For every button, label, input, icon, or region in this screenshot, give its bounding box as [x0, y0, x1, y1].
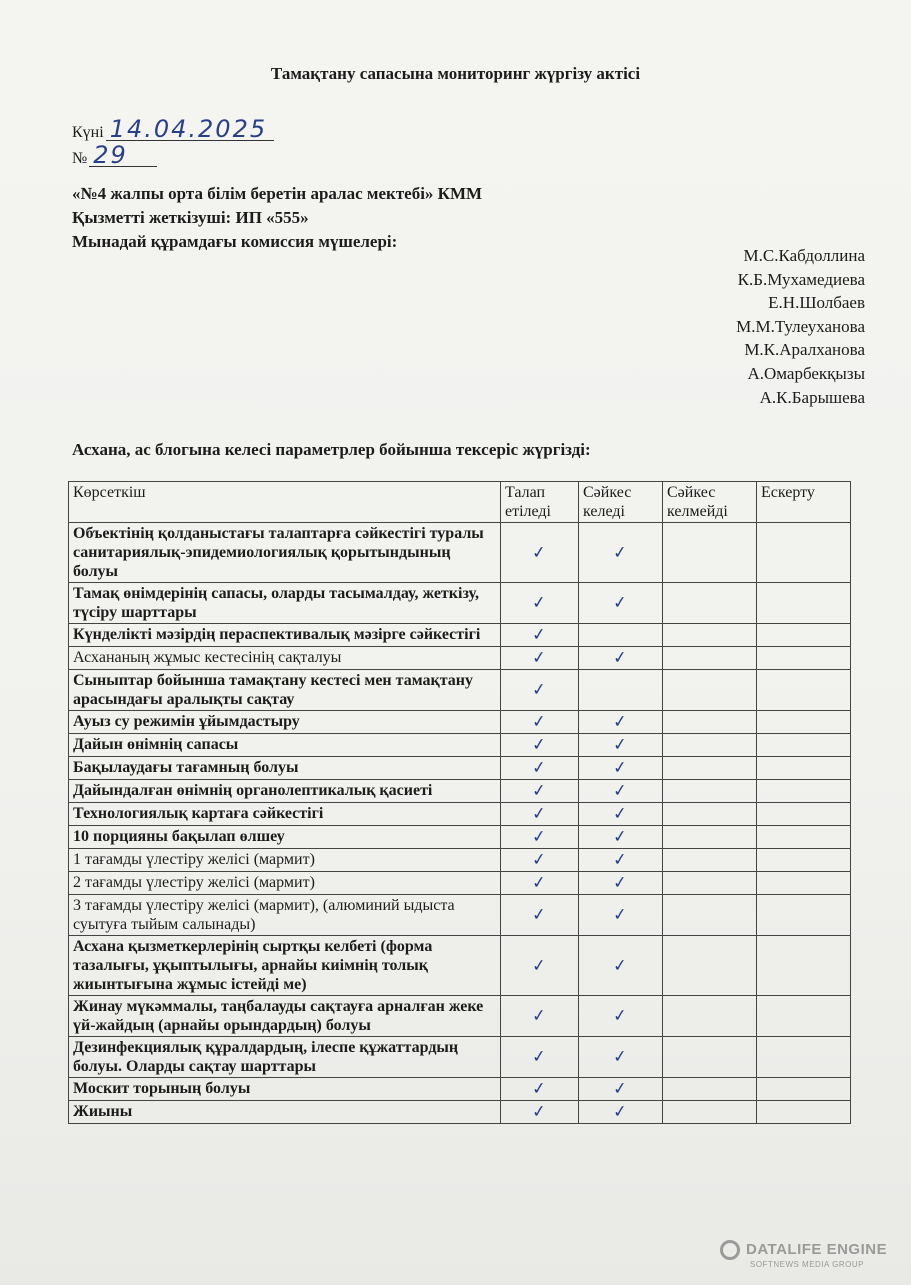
required-check-cell [501, 936, 579, 996]
handwritten-check-mark: ✓ [531, 734, 548, 756]
section-title: Асхана, ас блогына келесі параметрлер бойынша тексеріс жүргізді: [72, 440, 591, 459]
complies-check-cell [579, 670, 663, 711]
note-cell [757, 826, 851, 849]
indicator-label: 3 тағамды үлестіру желісі (мармит), (алюминий ыдыста суытуға тыйым салынады) [73, 897, 455, 933]
member-name: А.Омарбекқызы [747, 363, 865, 383]
indicator-cell [69, 523, 501, 583]
required-check-cell [501, 826, 579, 849]
not-complies-cell [663, 849, 757, 872]
note-cell [757, 895, 851, 936]
indicator-label: Жиыны [73, 1103, 133, 1120]
not-complies-cell [663, 523, 757, 583]
table-header-row [69, 482, 851, 523]
commission-members [736, 244, 865, 409]
handwritten-check-mark: ✓ [612, 803, 629, 825]
table-row [69, 895, 851, 936]
note-cell [757, 849, 851, 872]
member-name: К.Б.Мухамедиева [737, 269, 865, 289]
watermark-tagline: SOFTNEWS MEDIA GROUP [750, 1260, 865, 1269]
indicator-cell [69, 872, 501, 895]
document-title: Тамақтану сапасына мониторинг жүргізу актісі [270, 64, 641, 83]
indicator-cell [69, 826, 501, 849]
indicator-label: Жинау мүкәммалы, таңбалауды сақтауға арналған жеке үй-жайдың (арнайы орындардың) болуы [73, 998, 484, 1034]
complies-check-cell [579, 711, 663, 734]
indicator-cell [69, 780, 501, 803]
handwritten-check-mark: ✓ [612, 849, 629, 871]
indicator-label: Сыныптар бойынша тамақтану кестесі мен тамақтану арасындағы аралықты сақтау [73, 672, 473, 708]
handwritten-check-mark: ✓ [612, 1101, 629, 1123]
note-cell [757, 624, 851, 647]
complies-check-cell [579, 1037, 663, 1078]
table-row [69, 523, 851, 583]
indicator-label: Күнделікті мәзірдің пераспективалық мәзірге сәйкестігі [73, 626, 481, 643]
handwritten-check-mark: ✓ [612, 872, 629, 894]
member-name: М.М.Тулеуханова [736, 316, 865, 336]
date-label: Күні [72, 124, 104, 141]
complies-check-cell [579, 1101, 663, 1124]
handwritten-check-mark: ✓ [612, 541, 629, 564]
required-check-cell [501, 734, 579, 757]
table-row [69, 849, 851, 872]
note-cell [757, 711, 851, 734]
required-check-cell [501, 996, 579, 1037]
indicator-cell [69, 1078, 501, 1101]
note-cell [757, 583, 851, 624]
complies-check-cell [579, 583, 663, 624]
complies-check-cell [579, 647, 663, 670]
complies-check-cell [579, 624, 663, 647]
note-cell [757, 523, 851, 583]
handwritten-check-mark: ✓ [612, 711, 629, 733]
indicator-cell [69, 1101, 501, 1124]
handwritten-check-mark: ✓ [531, 1005, 548, 1027]
note-cell [757, 872, 851, 895]
handwritten-check-mark: ✓ [531, 849, 548, 871]
header-not-complies: Сәйкес келмейді [663, 482, 757, 523]
indicator-cell [69, 583, 501, 624]
not-complies-cell [663, 583, 757, 624]
handwritten-check-mark: ✓ [531, 904, 548, 926]
required-check-cell [501, 711, 579, 734]
indicator-cell [69, 849, 501, 872]
handwritten-check-mark: ✓ [612, 757, 629, 779]
indicator-cell [69, 647, 501, 670]
not-complies-cell [663, 1078, 757, 1101]
not-complies-cell [663, 872, 757, 895]
table-row [69, 647, 851, 670]
handwritten-check-mark: ✓ [612, 904, 629, 926]
note-cell [757, 734, 851, 757]
table-row [69, 624, 851, 647]
handwritten-check-mark: ✓ [531, 647, 548, 669]
required-check-cell [501, 1078, 579, 1101]
required-check-cell [501, 647, 579, 670]
note-cell [757, 803, 851, 826]
indicator-cell [69, 757, 501, 780]
complies-check-cell [579, 803, 663, 826]
required-check-cell [501, 583, 579, 624]
indicator-label: Тамақ өнімдерінің сапасы, оларды тасымалдау, жеткізу, түсіру шарттары [73, 585, 479, 621]
indicator-cell [69, 624, 501, 647]
required-check-cell [501, 670, 579, 711]
note-cell [757, 996, 851, 1037]
required-check-cell [501, 523, 579, 583]
not-complies-cell [663, 624, 757, 647]
indicator-label: Объектінің қолданыстағы талаптарға сәйкестігі туралы санитариялық-эпидемиологиялық қорытындының болуы [73, 525, 484, 580]
handwritten-check-mark: ✓ [531, 679, 548, 701]
datalife-logo-icon [720, 1240, 740, 1260]
indicator-cell [69, 895, 501, 936]
indicator-label: Асхананың жұмыс кестесінің сақталуы [73, 649, 342, 666]
indicator-label: Москит торының болуы [73, 1080, 251, 1097]
watermark-name: DATALIFE ENGINE [746, 1241, 888, 1259]
commission-label: Мынадай құрамдағы комиссия мүшелері: [72, 232, 398, 251]
table-row [69, 936, 851, 996]
complies-check-cell [579, 849, 663, 872]
indicator-cell [69, 936, 501, 996]
note-cell [757, 936, 851, 996]
indicator-cell [69, 734, 501, 757]
table-row [69, 803, 851, 826]
table-row [69, 583, 851, 624]
not-complies-cell [663, 1037, 757, 1078]
handwritten-check-mark: ✓ [531, 711, 548, 733]
complies-check-cell [579, 936, 663, 996]
indicator-label: Дайындалған өнімнің органолептикалық қасиеті [73, 782, 433, 799]
indicator-label: Бақылаудағы тағамның болуы [73, 759, 299, 776]
member-name: Е.Н.Шолбаев [768, 293, 865, 313]
table-row [69, 1037, 851, 1078]
handwritten-check-mark: ✓ [531, 592, 548, 614]
indicator-label: Ауыз су режимін ұйымдастыру [73, 713, 300, 730]
table-row [69, 711, 851, 734]
table-row [69, 1101, 851, 1124]
complies-check-cell [579, 872, 663, 895]
indicator-label: 1 тағамды үлестіру желісі (мармит) [73, 851, 315, 868]
complies-check-cell [579, 757, 663, 780]
handwritten-check-mark: ✓ [612, 826, 629, 848]
inspection-table [68, 481, 851, 1124]
handwritten-check-mark: ✓ [612, 1046, 629, 1068]
handwritten-check-mark: ✓ [531, 624, 548, 646]
number-label: № [72, 150, 88, 167]
handwritten-check-mark: ✓ [612, 734, 629, 756]
table-row [69, 872, 851, 895]
header-indicator: Көрсеткіш [69, 482, 501, 523]
not-complies-cell [663, 670, 757, 711]
handwritten-check-mark: ✓ [612, 1005, 629, 1027]
required-check-cell [501, 780, 579, 803]
indicator-label: 10 порцияны бақылап өлшеу [73, 828, 285, 845]
indicator-cell [69, 670, 501, 711]
complies-check-cell [579, 1078, 663, 1101]
note-cell [757, 780, 851, 803]
required-check-cell [501, 1037, 579, 1078]
header-required: Талап етіледі [501, 482, 579, 523]
not-complies-cell [663, 780, 757, 803]
required-check-cell [501, 624, 579, 647]
organization-name: «№4 жалпы орта білім беретін аралас мектебі» КММ [72, 184, 483, 203]
table-row [69, 826, 851, 849]
not-complies-cell [663, 757, 757, 780]
handwritten-check-mark: ✓ [531, 954, 548, 977]
note-cell [757, 757, 851, 780]
required-check-cell [501, 895, 579, 936]
number-value: 29 [89, 144, 157, 167]
required-check-cell [501, 872, 579, 895]
table-row [69, 757, 851, 780]
note-cell [757, 1037, 851, 1078]
member-name: А.К.Барышева [759, 387, 865, 407]
handwritten-check-mark: ✓ [531, 541, 548, 564]
handwritten-check-mark: ✓ [612, 954, 629, 977]
number-line [72, 141, 157, 169]
supplier-line: Қызметті жеткізуші: ИП «555» [72, 208, 309, 227]
date-value: 14.04.2025 [106, 118, 274, 141]
handwritten-check-mark: ✓ [612, 780, 629, 802]
note-cell [757, 1078, 851, 1101]
not-complies-cell [663, 1101, 757, 1124]
handwritten-check-mark: ✓ [531, 780, 548, 802]
handwritten-check-mark: ✓ [531, 872, 548, 894]
required-check-cell [501, 757, 579, 780]
complies-check-cell [579, 996, 663, 1037]
indicator-cell [69, 996, 501, 1037]
watermark [720, 1240, 887, 1269]
not-complies-cell [663, 936, 757, 996]
indicator-cell [69, 711, 501, 734]
not-complies-cell [663, 734, 757, 757]
indicator-label: Дайын өнімнің сапасы [73, 736, 239, 753]
complies-check-cell [579, 780, 663, 803]
note-cell [757, 647, 851, 670]
indicator-cell [69, 803, 501, 826]
note-cell [757, 1101, 851, 1124]
handwritten-check-mark: ✓ [612, 647, 629, 669]
indicator-label: 2 тағамды үлестіру желісі (мармит) [73, 874, 315, 891]
complies-check-cell [579, 523, 663, 583]
member-name: М.С.Кабдоллина [743, 246, 865, 265]
indicator-cell [69, 1037, 501, 1078]
indicator-label: Асхана қызметкерлерінің сыртқы келбеті (форма тазалығы, ұқыптылығы, арнайы киімнің толық жиынтығына жұмыс істейді ме) [73, 938, 433, 993]
handwritten-check-mark: ✓ [531, 803, 548, 825]
not-complies-cell [663, 996, 757, 1037]
not-complies-cell [663, 826, 757, 849]
header-note: Ескерту [757, 482, 851, 523]
indicator-label: Технологиялық картаға сәйкестігі [73, 805, 324, 822]
handwritten-check-mark: ✓ [531, 1101, 548, 1123]
handwritten-check-mark: ✓ [531, 757, 548, 779]
not-complies-cell [663, 803, 757, 826]
required-check-cell [501, 849, 579, 872]
handwritten-check-mark: ✓ [612, 1078, 629, 1100]
indicator-label: Дезинфекциялық құралдардың, ілеспе құжаттардың болуы. Оларды сақтау шарттары [73, 1039, 459, 1075]
handwritten-check-mark: ✓ [531, 1078, 548, 1100]
required-check-cell [501, 1101, 579, 1124]
member-name: М.К.Аралханова [744, 340, 865, 360]
table-row [69, 996, 851, 1037]
not-complies-cell [663, 647, 757, 670]
complies-check-cell [579, 895, 663, 936]
required-check-cell [501, 803, 579, 826]
handwritten-check-mark: ✓ [612, 592, 629, 614]
note-cell [757, 670, 851, 711]
date-line [72, 115, 274, 143]
complies-check-cell [579, 734, 663, 757]
table-row [69, 1078, 851, 1101]
header-complies: Сәйкес келеді [579, 482, 663, 523]
complies-check-cell [579, 826, 663, 849]
handwritten-check-mark: ✓ [531, 1046, 548, 1068]
not-complies-cell [663, 711, 757, 734]
table-row [69, 734, 851, 757]
table-row [69, 670, 851, 711]
table-row [69, 780, 851, 803]
handwritten-check-mark: ✓ [531, 826, 548, 848]
not-complies-cell [663, 895, 757, 936]
